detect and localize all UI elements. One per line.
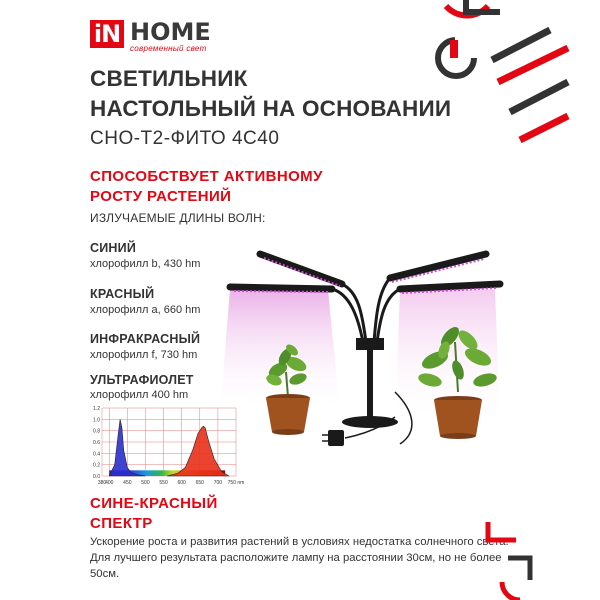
wavelength-desc-ultraviolet: хлорофилл 400 hm: [90, 389, 189, 401]
chart-y-tick-label: 1.2: [93, 406, 100, 412]
wavelength-desc-infrared: хлорофилл f, 730 hm: [90, 349, 198, 361]
brand-logo-in: iN: [90, 20, 124, 48]
chart-y-tick-label: 0.4: [93, 451, 100, 458]
wavelength-name-blue: СИНИЙ: [90, 241, 137, 255]
emblem-stroke-1: [492, 30, 550, 60]
feature-line1: СПОСОБСТВУЕТ АКТИВНОМУ: [90, 168, 323, 185]
emblem-top-line: [466, 0, 500, 12]
wavelength-desc-red: хлорофилл а, 660 hm: [90, 304, 201, 316]
product-title: [90, 64, 451, 124]
corner-mark-arc: [502, 582, 520, 600]
lamp-bar-upper-right: [390, 254, 486, 282]
chart-y-tick-label: 0.2: [93, 462, 100, 469]
wavelength-name-red: КРАСНЫЙ: [90, 287, 155, 301]
product-title-line2: НАСТОЛЬНЫЙ НА ОСНОВАНИИ: [90, 96, 452, 121]
spectrum-heading: [90, 494, 218, 534]
lamp-pole: [367, 350, 373, 420]
adapter-pin-2: [322, 440, 328, 442]
chart-y-ticks: [93, 406, 100, 480]
spectrum-line2: СПЕКТР: [90, 515, 153, 532]
feature-line2: РОСТУ РАСТЕНИЙ: [90, 188, 232, 205]
lamp-base: [342, 416, 398, 428]
decorative-corner-marks: [480, 518, 540, 600]
chart-x-tick-label: 450: [123, 480, 132, 486]
product-description: Ускорение роста и развития растений в условиях недостатка солнечного света. Для лучшего результата расположите лампу на расстоянии 30см, но не более 50см.: [90, 536, 509, 580]
pot-left: [266, 394, 310, 435]
brand-tagline: современный свет: [130, 44, 207, 53]
wavelength-name-infrared: ИНФРАКРАСНЫЙ: [90, 332, 201, 346]
chart-x-tick-label: 600: [177, 480, 186, 486]
wavelength-name-ultraviolet: УЛЬТРАФИОЛЕТ: [90, 373, 194, 387]
light-glow-left: [220, 290, 340, 412]
chart-x-ticks: [98, 480, 244, 486]
chart-x-tick-label: 400: [105, 480, 114, 486]
gooseneck-3: [374, 278, 390, 342]
wavelengths-title: ИЗЛУЧАЕМЫЕ ДЛИНЫ ВОЛН:: [90, 211, 266, 225]
chart-x-tick-label: 750 nm: [227, 480, 244, 486]
emblem-stroke-4: [520, 116, 568, 140]
power-adapter: [328, 430, 344, 446]
chart-y-tick-label: 0.0: [93, 474, 100, 480]
chart-x-tick-label: 650: [195, 480, 204, 486]
brand-logo-home: HOME: [130, 18, 211, 46]
product-illustration: [200, 232, 510, 462]
gooseneck-2: [332, 289, 363, 342]
lamp-clamp: [356, 338, 384, 350]
chart-y-tick-label: 0.8: [93, 428, 100, 435]
emblem-stroke-3: [510, 82, 568, 112]
chart-x-tick-label: 380: [97, 480, 107, 486]
chart-y-tick-label: 0.6: [93, 440, 100, 446]
wavelength-desc-blue: хлорофилл b, 430 hm: [90, 258, 201, 270]
pot-right: [434, 396, 482, 439]
corner-mark-red: [488, 522, 516, 540]
chart-x-tick-label: 550: [159, 480, 168, 486]
spectrum-line1: СИНЕ-КРАСНЫЙ: [90, 495, 218, 512]
chart-x-tick-label: 500: [141, 480, 150, 486]
product-model: СНО-Т2-ФИТО 4С40: [90, 128, 280, 149]
lamp-bar-upper-left: [260, 254, 342, 286]
adapter-pin-1: [322, 434, 328, 436]
chart-x-tick-label: 700: [213, 480, 223, 486]
emblem-red-block: [450, 40, 458, 58]
product-title-line1: СВЕТИЛЬНИК: [90, 66, 248, 91]
corner-mark-dark: [508, 558, 530, 580]
feature-heading: [90, 167, 323, 207]
chart-y-tick-label: 1.0: [93, 417, 100, 424]
